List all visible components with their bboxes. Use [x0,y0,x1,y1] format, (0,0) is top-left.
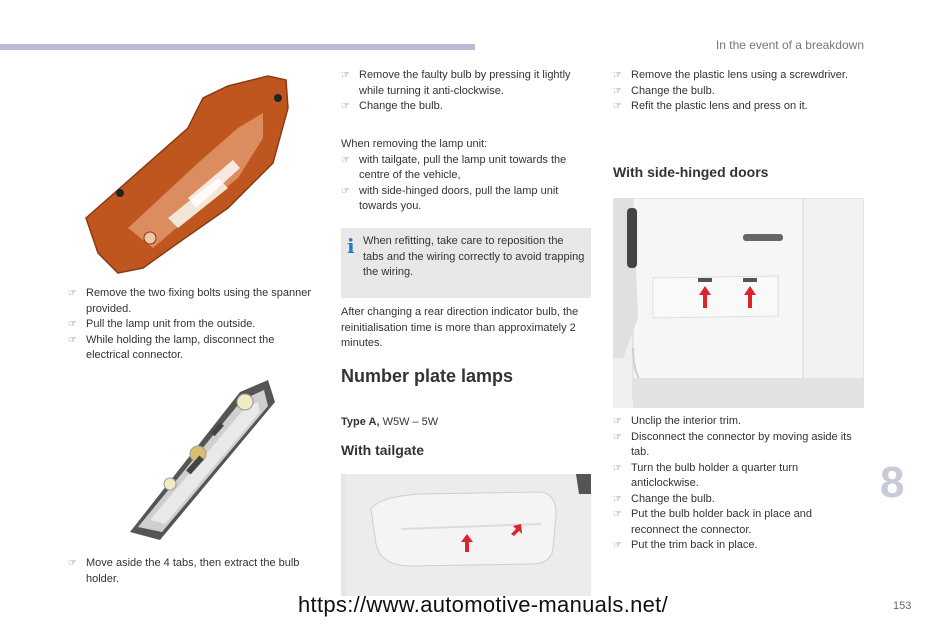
list-item: ☞ Change the bulb. [613,492,863,508]
list-item: ☞ Change the bulb. [341,99,591,115]
info-note [341,228,591,298]
tailgate-svg [341,474,591,596]
right-bullets-1 [613,68,863,115]
list-item: ☞ Turn the bulb holder a quarter turn anticlockwise. [613,461,863,492]
middle-bullets-1 [341,68,591,115]
rear-lamp-unit-svg [68,68,318,278]
list-item: ☞ Change the bulb. [613,84,863,100]
rear-lamp-unit-illustration [68,68,318,278]
list-item: ☞ Remove the faulty bulb by pressing it lightly while turning it anti-clockwise. [341,68,591,99]
list-item: ☞ with tailgate, pull the lamp unit towards the centre of the vehicle, [341,153,591,184]
left-bullets-1 [68,286,318,364]
after-text-paragraph: After changing a rear direction indicator bulb, the reinitialisation time is more than approximately 2 minutes. [341,306,579,349]
list-item: ☞ Pull the lamp unit from the outside. [68,317,318,333]
list-item: ☞ Remove the plastic lens using a screwdriver. [613,68,863,84]
header-accent-bar [0,44,475,50]
side-hinged-doors-illustration [613,198,864,408]
list-item: ☞ Unclip the interior trim. [613,414,863,430]
heading-number-plate-lamps: Number plate lamps [341,366,514,386]
list-item: ☞ Refit the plastic lens and press on it. [613,99,863,115]
bulb-holder-svg [110,372,280,547]
type-value: W5W – 5W [379,416,439,428]
list-item: ☞ Put the trim back in place. [613,538,863,554]
bulb-holder-illustration [110,372,280,547]
list-item: ☞ Disconnect the connector by moving aside its tab. [613,430,863,461]
list-item: ☞ While holding the lamp, disconnect the electrical connector. [68,333,318,364]
type-line [341,416,438,428]
type-label: Type A, [341,416,380,428]
list-item: ☞ Remove the two fixing bolts using the spanner provided. [68,286,318,317]
left-bullets-2 [68,556,323,587]
right-bullets-2 [613,414,863,554]
list-item: ☞ with side-hinged doors, pull the lamp unit towards you. [341,184,591,215]
removing-intro: When removing the lamp unit: [341,138,488,150]
page-number: 153 [893,600,912,612]
heading-side-hinged-doors: With side-hinged doors [613,164,769,180]
side-doors-svg [613,198,864,408]
list-item: ☞ Put the bulb holder back in place and reconnect the connector. [613,507,863,538]
tailgate-illustration [341,474,591,596]
info-icon: i [347,234,355,258]
heading-with-tailgate: With tailgate [341,442,425,458]
info-note-text: When refitting, take care to reposition the tabs and the wiring correctly to avoid trapping the wiring. [363,235,585,278]
section-title: In the event of a breakdown [715,38,864,52]
list-item: ☞ Move aside the 4 tabs, then extract the bulb holder. [68,556,323,587]
chapter-number: 8 [880,458,905,507]
after-text [341,305,591,352]
watermark-url: https://www.automotive-manuals.net/ [298,592,668,617]
removing-block [341,137,591,215]
